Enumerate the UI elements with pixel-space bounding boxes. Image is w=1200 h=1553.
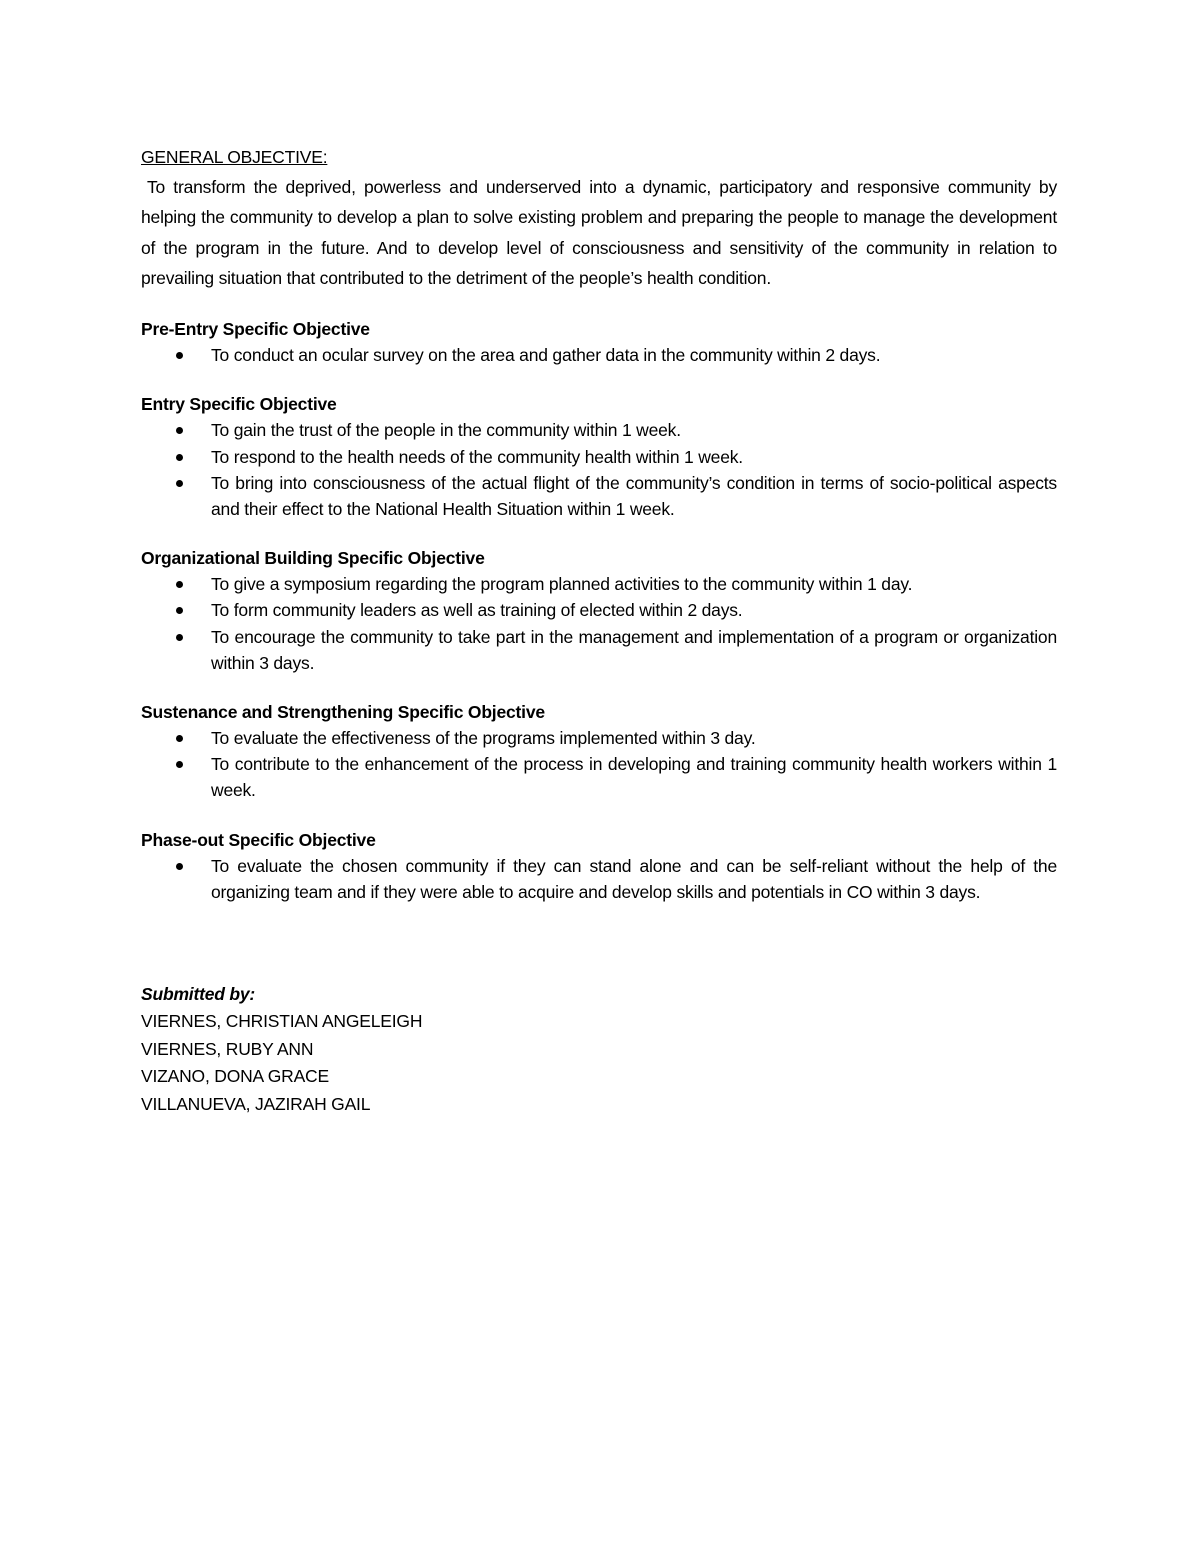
list-item-text: To evaluate the chosen community if they can stand alone and can be self-reliant without the help of the organizing team and if they were able to acquire and develop skills and potentials in CO within 3 days. [211, 855, 1057, 902]
list-item-text: To evaluate the effectiveness of the programs implemented within 3 day. [211, 728, 756, 749]
list-item [141, 444, 1057, 470]
list-item-text: To contribute to the enhancement of the process in developing and training community health workers within 1 week. [211, 754, 1057, 801]
section-title: Entry Specific Objective [141, 394, 337, 415]
list-item [141, 853, 1057, 905]
section-title: Phase-out Specific Objective [141, 829, 376, 850]
list-item-text: To give a symposium regarding the program planned activities to the community within 1 day. [211, 574, 913, 595]
bullet-icon [176, 427, 183, 434]
section-pre-entry [141, 316, 1057, 368]
section-organizational-building [141, 545, 1057, 676]
bullet-icon [176, 735, 183, 742]
author-name: VIZANO, DONA GRACE [141, 1066, 329, 1087]
list-item-text: To respond to the health needs of the community health within 1 week. [211, 446, 743, 467]
bullet-icon [176, 761, 183, 768]
section-sustenance [141, 699, 1057, 804]
list-item [141, 417, 1057, 443]
author-list [141, 1008, 1057, 1118]
bullet-list [141, 417, 1057, 522]
signature-block [141, 981, 1057, 1118]
section-phase-out [141, 827, 1057, 905]
author-name: VIERNES, RUBY ANN [141, 1038, 314, 1059]
bullet-icon [176, 607, 183, 614]
author-name: VILLANUEVA, JAZIRAH GAIL [141, 1093, 371, 1114]
document-body [141, 142, 1057, 1118]
bullet-icon [176, 634, 183, 641]
bullet-list [141, 725, 1057, 804]
section-title: Pre-Entry Specific Objective [141, 319, 370, 340]
bullet-icon [176, 581, 183, 588]
general-objective-heading: GENERAL OBJECTIVE: [141, 147, 328, 167]
list-item-text: To gain the trust of the people in the community within 1 week. [211, 420, 681, 441]
bullet-icon [176, 352, 183, 359]
list-item [141, 342, 1057, 368]
list-item [141, 571, 1057, 597]
list-item [141, 751, 1057, 803]
list-item-text: To conduct an ocular survey on the area and gather data in the community within 2 days. [211, 345, 881, 366]
list-item [141, 470, 1057, 522]
author-name: VIERNES, CHRISTIAN ANGELEIGH [141, 1011, 423, 1032]
bullet-icon [176, 454, 183, 461]
list-item-text: To bring into consciousness of the actual flight of the community’s condition in terms of socio-political aspects and their effect to the National Health Situation within 1 week. [211, 472, 1057, 519]
bullet-list [141, 342, 1057, 368]
bullet-icon [176, 480, 183, 487]
list-item-text: To encourage the community to take part in the management and implementation of a program or organization within 3 days. [211, 626, 1057, 673]
bullet-list [141, 853, 1057, 905]
list-item-text: To form community leaders as well as training of elected within 2 days. [211, 600, 743, 621]
section-title: Organizational Building Specific Objective [141, 548, 485, 569]
bullet-list [141, 571, 1057, 676]
list-item [141, 624, 1057, 676]
general-objective-text: To transform the deprived, powerless and underserved into a dynamic, participatory and responsive community by helping the community to develop a plan to solve existing problem and preparing the people to manage the development of the program in the future. And to develop level of consciousness and sensitivity of the community in relation to prevailing situation that contributed to the detriment of the people’s health condition. [141, 177, 1057, 288]
submitted-by-label: Submitted by: [141, 984, 256, 1005]
section-entry [141, 391, 1057, 522]
section-title: Sustenance and Strengthening Specific Objective [141, 702, 545, 723]
list-item [141, 725, 1057, 751]
bullet-icon [176, 863, 183, 870]
list-item [141, 597, 1057, 623]
